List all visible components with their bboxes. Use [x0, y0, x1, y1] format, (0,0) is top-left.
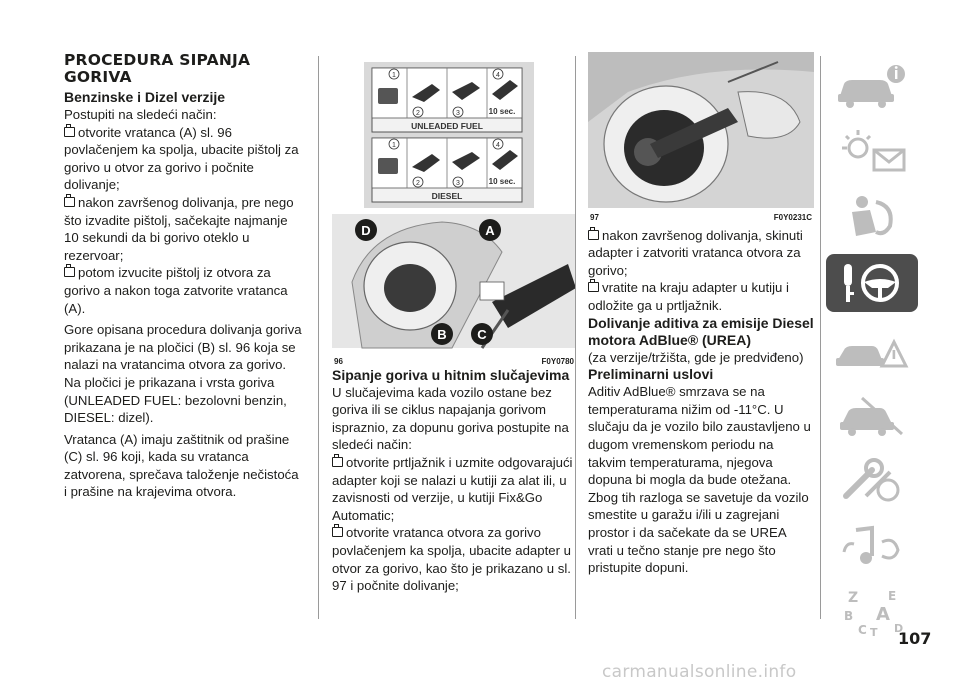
index-letter: B	[844, 609, 854, 623]
index-letter: C	[858, 623, 867, 637]
tab-maintenance[interactable]	[826, 386, 918, 444]
index-letter: D	[894, 622, 904, 635]
index-letter: T	[870, 626, 878, 638]
tab-safety[interactable]	[826, 188, 918, 246]
index-letter: E	[888, 589, 897, 603]
fuel-pump-bullet-icon	[64, 267, 75, 277]
paragraph: Vratanca (A) imaju zaštitnik od prašine (C) sl. 96 koji, kada su vratanca zatvorena, sprečava taloženje nečistoća i prašine na krajevima otvora.	[64, 431, 299, 500]
bullet-item: potom izvucite pištolj iz otvora za gorivo a nakon toga zatvorite vratanca (A).	[64, 265, 288, 316]
index-letter: Z	[848, 590, 859, 606]
step-number: 4	[496, 72, 500, 79]
fuel-adapter-illustration	[588, 52, 814, 208]
index-letter: A	[876, 604, 890, 625]
bullet-item: nakon završenog dolivanja, pre nego što izvadite pištolj, sačekajte najmanje 10 sekundi da bi gorivo oteklo u rezervoar;	[64, 194, 294, 263]
bullet-item: vratite na kraju adapter u kutiju i odložite ga u prtljažnik.	[588, 280, 789, 313]
section-title: PROCEDURA SIPANJA GORIVA	[64, 51, 251, 86]
fuel-pump-bullet-icon	[332, 457, 343, 467]
bullet-item: otvorite prtljažnik i uzmite odgovarajući adapter koji se nalazi u kutiji za alat ili, u zavisnosti od verzije, u kutiji Fix&Go Automatic;	[332, 454, 573, 523]
figure-caption	[588, 213, 814, 223]
figure-number: 96	[334, 356, 343, 366]
chapter-tabs	[826, 56, 918, 650]
subheading: Benzinske i Dizel verzije	[64, 89, 226, 105]
fuel-pump-bullet-icon	[588, 282, 599, 292]
diesel-label: DIESEL	[431, 191, 463, 201]
fuel-pump-bullet-icon	[64, 127, 75, 137]
section-heading: Dolivanje aditiva za emisije Diesel motora AdBlue® (UREA)	[588, 314, 814, 348]
watermark: carmanualsonline.info	[602, 662, 797, 682]
callout-b: B	[437, 327, 447, 342]
fuel-pump-bullet-icon	[64, 197, 75, 207]
bullet-item: otvorite vratanca (A) sl. 96 povlačenjem ka spolja, ubacite pištolj za gorivo u otvor za gorivo i počnite dolivanje;	[64, 124, 299, 193]
tab-multimedia[interactable]	[826, 518, 918, 576]
step-number: 1	[392, 142, 396, 149]
figure-number: 97	[590, 212, 599, 222]
tab-emergency[interactable]	[826, 320, 918, 378]
figure-code: F0Y0231C	[773, 212, 812, 222]
page-number: 107	[898, 629, 932, 648]
callout-d: D	[361, 223, 371, 238]
unleaded-fuel-label: UNLEADED FUEL	[411, 121, 483, 131]
paragraph: Aditiv AdBlue® smrzava se na temperaturama nižim od -11°C. U slučaju da je vozilo bilo zaustavljeno u dugom vremenskom periodu na takvim temperaturama, njegova dopuna bi mogla da bude otežana. Zbog tih razloga se savetuje da vozilo smestite u garažu i/ili u zagrejani prostor i da sačekate da se UREA vrati u tečno stanje pre nego što pristupite dopuni.	[588, 384, 811, 576]
safety-airbag-icon	[832, 192, 912, 242]
figure-code: F0Y0780	[541, 356, 574, 366]
column-2	[332, 52, 576, 595]
fuel-door-illustration	[332, 52, 576, 352]
paragraph: U slučajevima kada vozilo ostane bez goriva ili se ciklus napajanja gorivom ispraznio, za dopunu goriva postupite na sledeći način:	[332, 384, 569, 453]
figure-96	[332, 52, 576, 367]
column-1	[64, 52, 304, 501]
figure-97	[588, 52, 814, 223]
column-3	[588, 52, 814, 577]
subheading: Preliminarni uslovi	[588, 366, 714, 383]
bullet-item: otvorite vratanca otvora za gorivo povlačenjem ka spolja, ubacite adapter u otvor za gorivo, kao što je prikazano u sl. 97 i počnite dolivanje;	[332, 525, 571, 594]
time-label: 10 sec.	[488, 107, 516, 116]
section-heading: Sipanje goriva u hitnim slučajevima	[332, 366, 570, 383]
maintenance-car-icon	[832, 390, 912, 440]
step-number: 3	[456, 180, 460, 187]
figure-caption	[332, 357, 576, 367]
column-divider	[318, 56, 319, 619]
step-number: 1	[392, 72, 396, 79]
car-info-icon	[832, 60, 912, 110]
subtitle: (za verzije/tržišta, gde je predviđeno)	[588, 349, 804, 365]
step-number: 2	[416, 180, 420, 187]
warning-car-icon	[832, 324, 912, 374]
tab-starting-driving[interactable]	[826, 254, 918, 312]
music-navigation-icon	[832, 522, 912, 572]
tab-vehicle-info[interactable]	[826, 56, 918, 114]
time-label: 10 sec.	[488, 177, 516, 186]
column-divider	[820, 56, 821, 619]
callout-a: A	[485, 223, 495, 238]
bullet-item: nakon završenog dolivanja, skinuti adapter i zatvoriti vratanca otvora za gorivo;	[588, 227, 803, 278]
tab-dashboard-lights[interactable]	[826, 122, 918, 180]
fuel-pump-bullet-icon	[588, 230, 599, 240]
tools-wrench-icon	[832, 456, 912, 506]
step-number: 4	[496, 142, 500, 149]
step-number: 3	[456, 110, 460, 117]
dashboard-lights-icon	[832, 126, 912, 176]
tab-technical-data[interactable]	[826, 452, 918, 510]
intro-text: Postupiti na sledeći način:	[64, 107, 217, 122]
step-number: 2	[416, 110, 420, 117]
key-steering-wheel-icon	[832, 258, 912, 308]
fuel-pump-bullet-icon	[332, 527, 343, 537]
callout-c: C	[477, 327, 487, 342]
paragraph: Gore opisana procedura dolivanja goriva prikazana je na pločici (B) sl. 96 koja se nalazi na vratancima otvora za gorivo. Na pločici je prikazana i vrsta goriva (UNLEADED FUEL: bezolovni benzin, DIESEL: dizel).	[64, 322, 302, 426]
column-divider	[575, 56, 576, 619]
